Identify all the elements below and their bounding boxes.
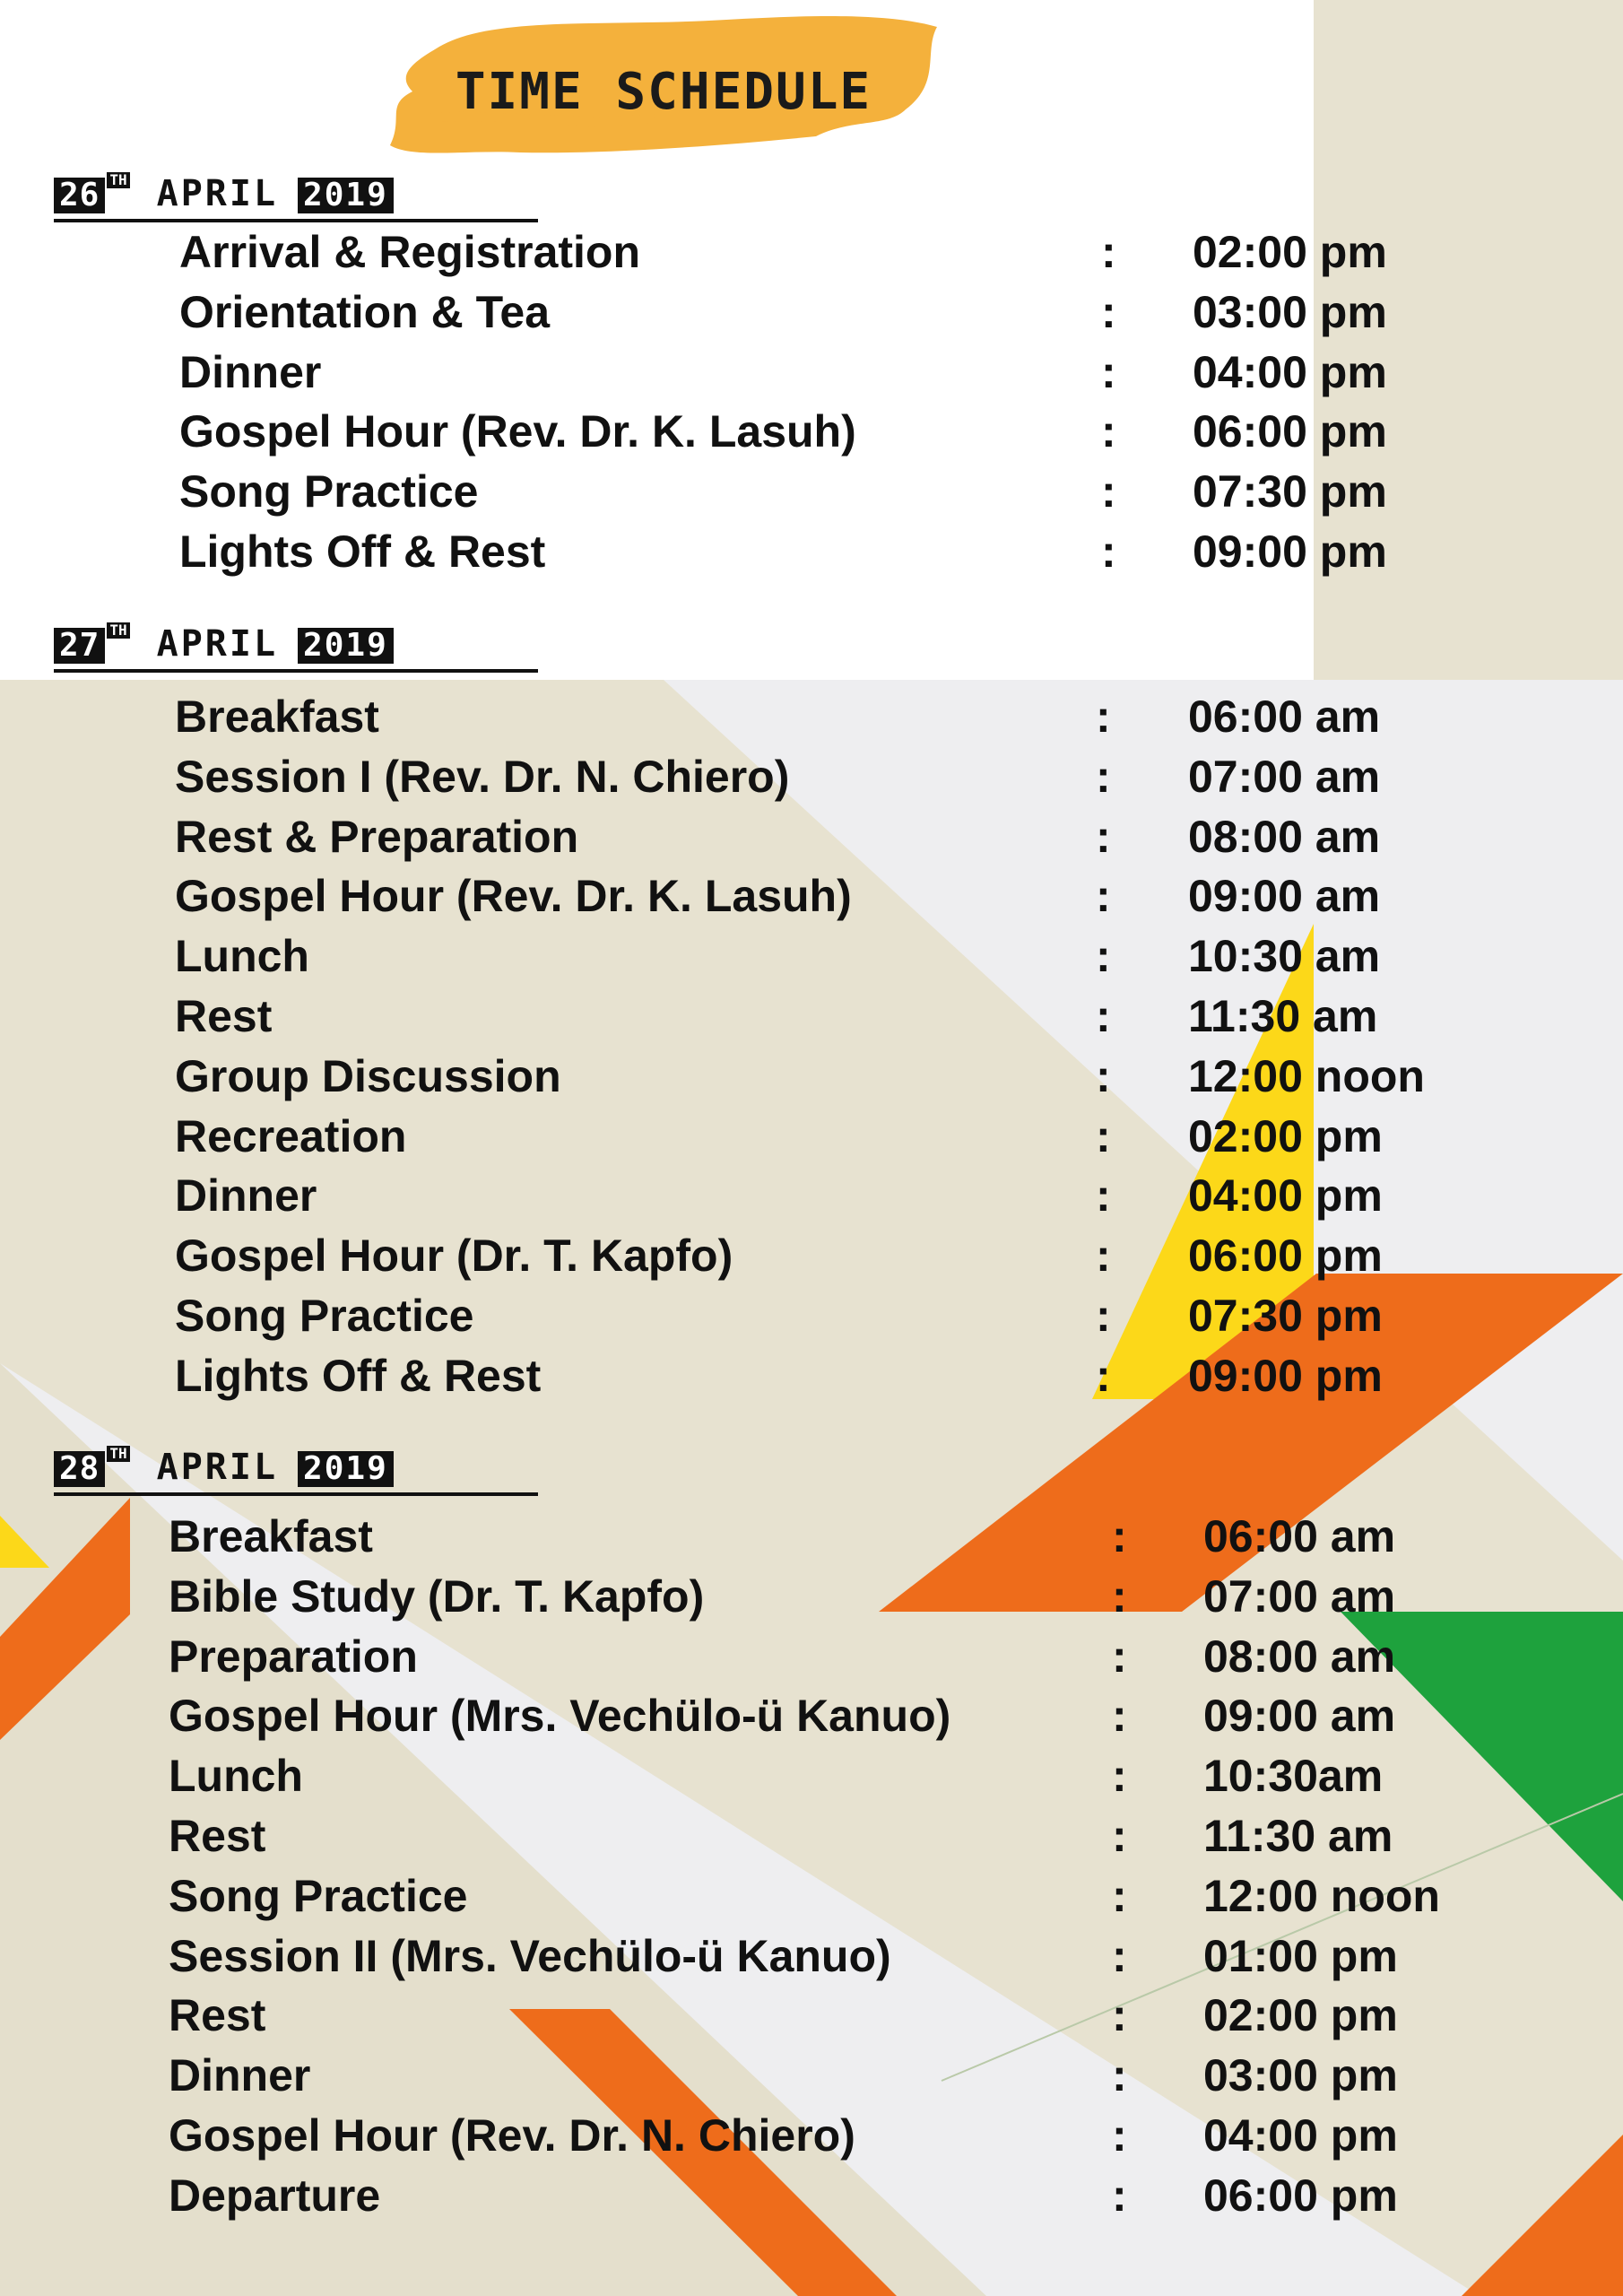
separator-colon: :	[1101, 287, 1116, 337]
event-name: Arrival & Registration	[179, 227, 641, 277]
schedule-row	[169, 2166, 1605, 2225]
day-heading	[54, 621, 394, 674]
event-time: 03:00 pm	[1193, 287, 1387, 337]
event-name: Session II (Mrs. Vechülo-ü Kanuo)	[169, 1931, 891, 1981]
separator-colon: :	[1096, 1291, 1111, 1341]
event-name: Gospel Hour (Rev. Dr. K. Lasuh)	[175, 871, 852, 921]
day-year: 2019	[298, 628, 394, 664]
event-name: Lights Off & Rest	[175, 1351, 542, 1401]
event-name: Group Discussion	[175, 1051, 561, 1101]
day-month: APRIL	[156, 623, 279, 665]
event-time: 04:00 pm	[1188, 1170, 1383, 1221]
event-time: 12:00 noon	[1203, 1871, 1440, 1921]
separator-colon: :	[1101, 466, 1116, 517]
day-heading	[54, 170, 394, 224]
event-time: 02:00 pm	[1203, 1990, 1398, 2040]
schedule-row	[175, 1346, 1605, 1405]
day-suffix: TH	[107, 172, 129, 188]
day-heading	[54, 1444, 394, 1498]
schedule-row	[175, 1226, 1605, 1285]
event-time: 09:00 pm	[1188, 1351, 1383, 1401]
event-time: 09:00 am	[1188, 871, 1381, 921]
schedule-row	[179, 222, 1605, 282]
title-banner	[386, 11, 942, 159]
event-name: Rest	[169, 1811, 266, 1861]
event-name: Dinner	[179, 347, 322, 397]
schedule-row	[175, 1286, 1605, 1345]
separator-colon: :	[1096, 991, 1111, 1041]
event-time: 10:30 am	[1188, 931, 1381, 981]
day-suffix: TH	[107, 622, 129, 639]
event-time: 12:00 noon	[1188, 1051, 1425, 1101]
schedule-row	[175, 807, 1605, 866]
event-name: Gospel Hour (Rev. Dr. N. Chiero)	[169, 2110, 855, 2161]
schedule-row	[179, 402, 1605, 461]
event-name: Rest	[169, 1990, 266, 2040]
schedule-row	[169, 1507, 1605, 1566]
event-name: Rest & Preparation	[175, 812, 579, 862]
event-time: 06:00 am	[1203, 1511, 1396, 1561]
day-month: APRIL	[156, 173, 279, 214]
schedule-row	[179, 283, 1605, 342]
separator-colon: :	[1096, 931, 1111, 981]
schedule-row	[169, 1686, 1605, 1745]
schedule-row	[175, 1047, 1605, 1106]
event-name: Dinner	[175, 1170, 317, 1221]
separator-colon: :	[1112, 2110, 1127, 2161]
event-time: 06:00 pm	[1203, 2170, 1398, 2221]
event-name: Preparation	[169, 1631, 418, 1682]
event-name: Lights Off & Rest	[179, 526, 546, 577]
event-name: Gospel Hour (Rev. Dr. K. Lasuh)	[179, 406, 856, 457]
event-time: 08:00 am	[1203, 1631, 1396, 1682]
schedule-row	[175, 866, 1605, 926]
event-name: Song Practice	[179, 466, 479, 517]
event-time: 11:30 am	[1188, 991, 1378, 1041]
separator-colon: :	[1096, 1170, 1111, 1221]
event-name: Gospel Hour (Dr. T. Kapfo)	[175, 1231, 733, 1281]
event-time: 02:00 pm	[1193, 227, 1387, 277]
schedule-row	[169, 2106, 1605, 2165]
event-time: 07:30 pm	[1188, 1291, 1383, 1341]
event-time: 06:00 am	[1188, 691, 1381, 742]
separator-colon: :	[1112, 1931, 1127, 1981]
heading-underline	[54, 669, 538, 673]
heading-underline	[54, 1492, 538, 1496]
schedule-row	[175, 987, 1605, 1046]
schedule-row	[169, 1866, 1605, 1926]
day-number: 26	[54, 178, 105, 213]
separator-colon: :	[1096, 1231, 1111, 1281]
event-name: Lunch	[169, 1751, 303, 1801]
event-name: Bible Study (Dr. T. Kapfo)	[169, 1571, 705, 1622]
event-time: 03:00 pm	[1203, 2050, 1398, 2100]
separator-colon: :	[1112, 1871, 1127, 1921]
separator-colon: :	[1096, 1051, 1111, 1101]
day-suffix: TH	[107, 1446, 129, 1462]
event-name: Gospel Hour (Mrs. Vechülo-ü Kanuo)	[169, 1691, 951, 1741]
event-name: Session I (Rev. Dr. N. Chiero)	[175, 752, 790, 802]
event-time: 07:00 am	[1188, 752, 1381, 802]
schedule-row	[175, 1166, 1605, 1225]
event-time: 07:30 pm	[1193, 466, 1387, 517]
schedule-row	[175, 1107, 1605, 1166]
event-time: 10:30am	[1203, 1751, 1384, 1801]
event-name: Breakfast	[169, 1511, 373, 1561]
event-name: Recreation	[175, 1111, 407, 1161]
event-name: Breakfast	[175, 691, 379, 742]
day-year: 2019	[298, 1451, 394, 1487]
schedule-row	[179, 343, 1605, 402]
day-month: APRIL	[156, 1447, 279, 1488]
event-time: 09:00 am	[1203, 1691, 1396, 1741]
schedule-row	[169, 2046, 1605, 2105]
separator-colon: :	[1112, 1691, 1127, 1741]
event-name: Departure	[169, 2170, 381, 2221]
separator-colon: :	[1112, 1811, 1127, 1861]
event-time: 04:00 pm	[1193, 347, 1387, 397]
schedule-row	[169, 1567, 1605, 1626]
schedule-row	[175, 687, 1605, 746]
day-number: 27	[54, 628, 105, 664]
schedule-row	[169, 1926, 1605, 1986]
event-name: Lunch	[175, 931, 309, 981]
event-name: Dinner	[169, 2050, 311, 2100]
event-time: 07:00 am	[1203, 1571, 1396, 1622]
event-name: Orientation & Tea	[179, 287, 551, 337]
event-time: 01:00 pm	[1203, 1931, 1398, 1981]
schedule-row	[169, 1627, 1605, 1686]
schedule-row	[169, 1986, 1605, 2045]
separator-colon: :	[1101, 347, 1116, 397]
separator-colon: :	[1101, 227, 1116, 277]
event-name: Rest	[175, 991, 273, 1041]
separator-colon: :	[1096, 871, 1111, 921]
day-number: 28	[54, 1451, 105, 1487]
separator-colon: :	[1112, 1571, 1127, 1622]
event-time: 11:30 am	[1203, 1811, 1393, 1861]
event-time: 06:00 pm	[1188, 1231, 1383, 1281]
schedule-row	[175, 747, 1605, 806]
separator-colon: :	[1101, 526, 1116, 577]
separator-colon: :	[1096, 691, 1111, 742]
event-time: 09:00 pm	[1193, 526, 1387, 577]
page-title: TIME SCHEDULE	[455, 63, 872, 121]
schedule-row	[169, 1806, 1605, 1866]
event-name: Song Practice	[169, 1871, 468, 1921]
separator-colon: :	[1096, 1351, 1111, 1401]
separator-colon: :	[1112, 1631, 1127, 1682]
separator-colon: :	[1112, 1990, 1127, 2040]
schedule-row	[179, 462, 1605, 521]
schedule-row	[179, 522, 1605, 581]
event-time: 06:00 pm	[1193, 406, 1387, 457]
schedule-row	[175, 926, 1605, 986]
separator-colon: :	[1096, 1111, 1111, 1161]
schedule-row	[169, 1746, 1605, 1805]
day-year: 2019	[298, 178, 394, 213]
separator-colon: :	[1096, 752, 1111, 802]
event-time: 02:00 pm	[1188, 1111, 1383, 1161]
separator-colon: :	[1112, 2170, 1127, 2221]
separator-colon: :	[1101, 406, 1116, 457]
separator-colon: :	[1112, 2050, 1127, 2100]
separator-colon: :	[1112, 1511, 1127, 1561]
event-time: 04:00 pm	[1203, 2110, 1398, 2161]
separator-colon: :	[1096, 812, 1111, 862]
event-name: Song Practice	[175, 1291, 474, 1341]
event-time: 08:00 am	[1188, 812, 1381, 862]
separator-colon: :	[1112, 1751, 1127, 1801]
